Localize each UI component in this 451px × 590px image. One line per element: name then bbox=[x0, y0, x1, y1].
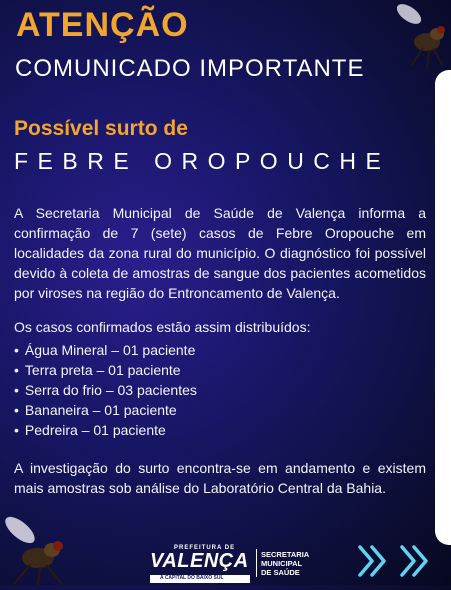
list-item: • Terra preta – 01 paciente bbox=[14, 360, 197, 380]
mosquito-icon bbox=[397, 0, 449, 70]
page-title: ATENÇÃO bbox=[16, 6, 189, 44]
logo-divider bbox=[256, 549, 257, 577]
intro-paragraph: A Secretaria Municipal de Saúde de Valença informa a confirmação de 7 (sete) casos de Febre Oropouche em localidades da zona rural do município. O diagnóstico foi possível devido à coleta de amostras de sangue dos pacientes acometidos por viroses na região do Entroncamento de Valença. bbox=[14, 205, 426, 301]
page-subtitle: COMUNICADO IMPORTANTE bbox=[15, 55, 365, 82]
department-label bbox=[261, 550, 309, 577]
cases-list bbox=[14, 340, 197, 440]
logo-tagline: A CAPITAL DO BAIXO SUL bbox=[160, 575, 224, 581]
list-item: • Serra do frio – 03 pacientes bbox=[14, 380, 197, 400]
section-title: Possível surto de bbox=[14, 117, 188, 140]
list-item: • Bananeira – 01 paciente bbox=[14, 400, 197, 420]
list-item: • Pedreira – 01 paciente bbox=[14, 420, 197, 440]
section-subtitle: FEBRE OROPOUCHE bbox=[14, 148, 391, 174]
department-line: SECRETARIA bbox=[261, 550, 310, 559]
mosquito-icon bbox=[0, 510, 74, 585]
department-line: DE SAÚDE bbox=[261, 568, 300, 577]
logo-prefix: PREFEITURA DE bbox=[174, 545, 236, 551]
department-line: MUNICIPAL bbox=[261, 559, 303, 568]
city-logo bbox=[150, 545, 320, 583]
right-white-panel bbox=[435, 70, 451, 545]
closing-paragraph: A investigação do surto encontra-se em andamento e existem mais amostras sob análise do Laboratório Central da Bahia. bbox=[14, 460, 426, 496]
list-item: • Água Mineral – 01 paciente bbox=[14, 340, 197, 360]
cases-intro: Os casos confirmados estão assim distribuídos: bbox=[14, 319, 311, 335]
logo-name: VALENÇA bbox=[150, 550, 249, 572]
double-chevron-right-icon bbox=[356, 541, 441, 581]
